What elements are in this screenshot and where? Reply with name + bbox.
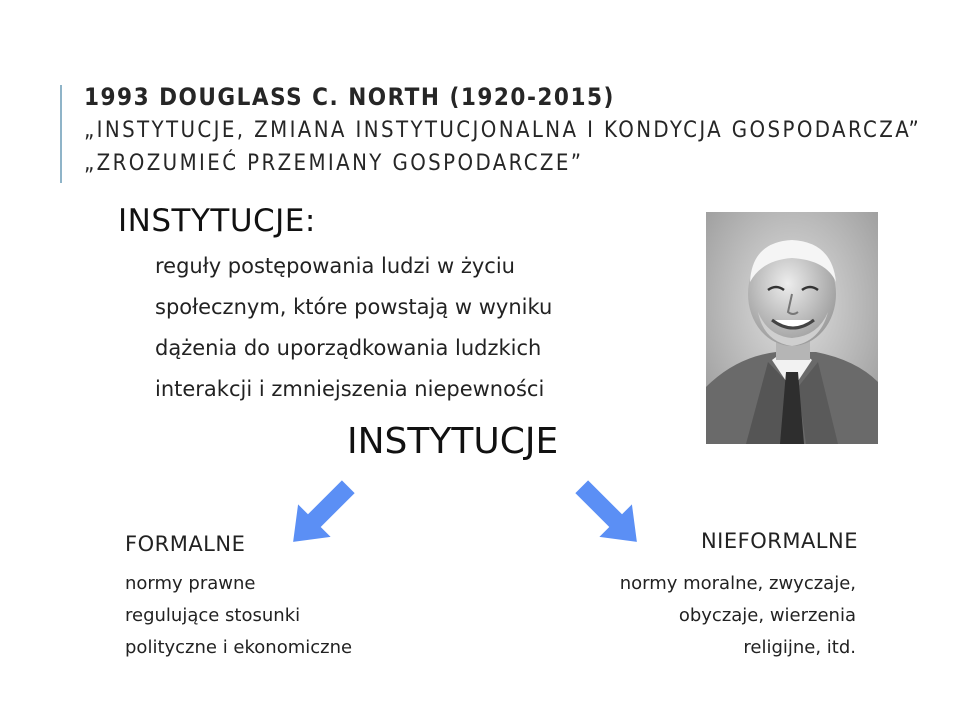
title-line-1: 1993 DOUGLASS C. NORTH (1920-2015) (84, 83, 615, 111)
portrait-photo (706, 212, 878, 444)
informal-heading: NIEFORMALNE (700, 529, 858, 553)
informal-line: obyczaje, wierzenia (678, 605, 856, 626)
definition-line: dążenia do uporządkowania ludzkich (155, 336, 542, 360)
portrait-illustration (706, 212, 878, 444)
formal-line: regulujące stosunki (125, 605, 301, 626)
arrow-down-right-icon (560, 470, 660, 560)
formal-description (125, 568, 352, 664)
slide-title (84, 80, 944, 180)
definition-heading: INSTYTUCJE: (118, 203, 316, 239)
formal-heading: FORMALNE (125, 532, 246, 556)
formal-line: polityczne i ekonomiczne (125, 637, 353, 658)
title-line-2: „INSTYTUCJE, ZMIANA INSTYTUCJONALNA I KONDYCJA GOSPODARCZA” (84, 118, 922, 143)
title-line-3: „ZROZUMIEĆ PRZEMIANY GOSPODARCZE” (84, 151, 584, 176)
definition-line: reguły postępowania ludzi w życiu (155, 254, 515, 278)
title-accent-bar (60, 85, 62, 183)
institutions-center-label: INSTYTUCJE (347, 421, 559, 462)
informal-description (620, 568, 856, 664)
definition-line: społecznym, które powstają w wyniku (155, 295, 553, 319)
definition-text (155, 246, 655, 410)
arrow-down-left-icon (270, 470, 370, 560)
formal-line: normy prawne (125, 573, 256, 594)
informal-line: normy moralne, zwyczaje, (619, 573, 856, 594)
informal-line: religijne, itd. (743, 637, 856, 658)
definition-line: interakcji i zmniejszenia niepewności (155, 377, 545, 401)
